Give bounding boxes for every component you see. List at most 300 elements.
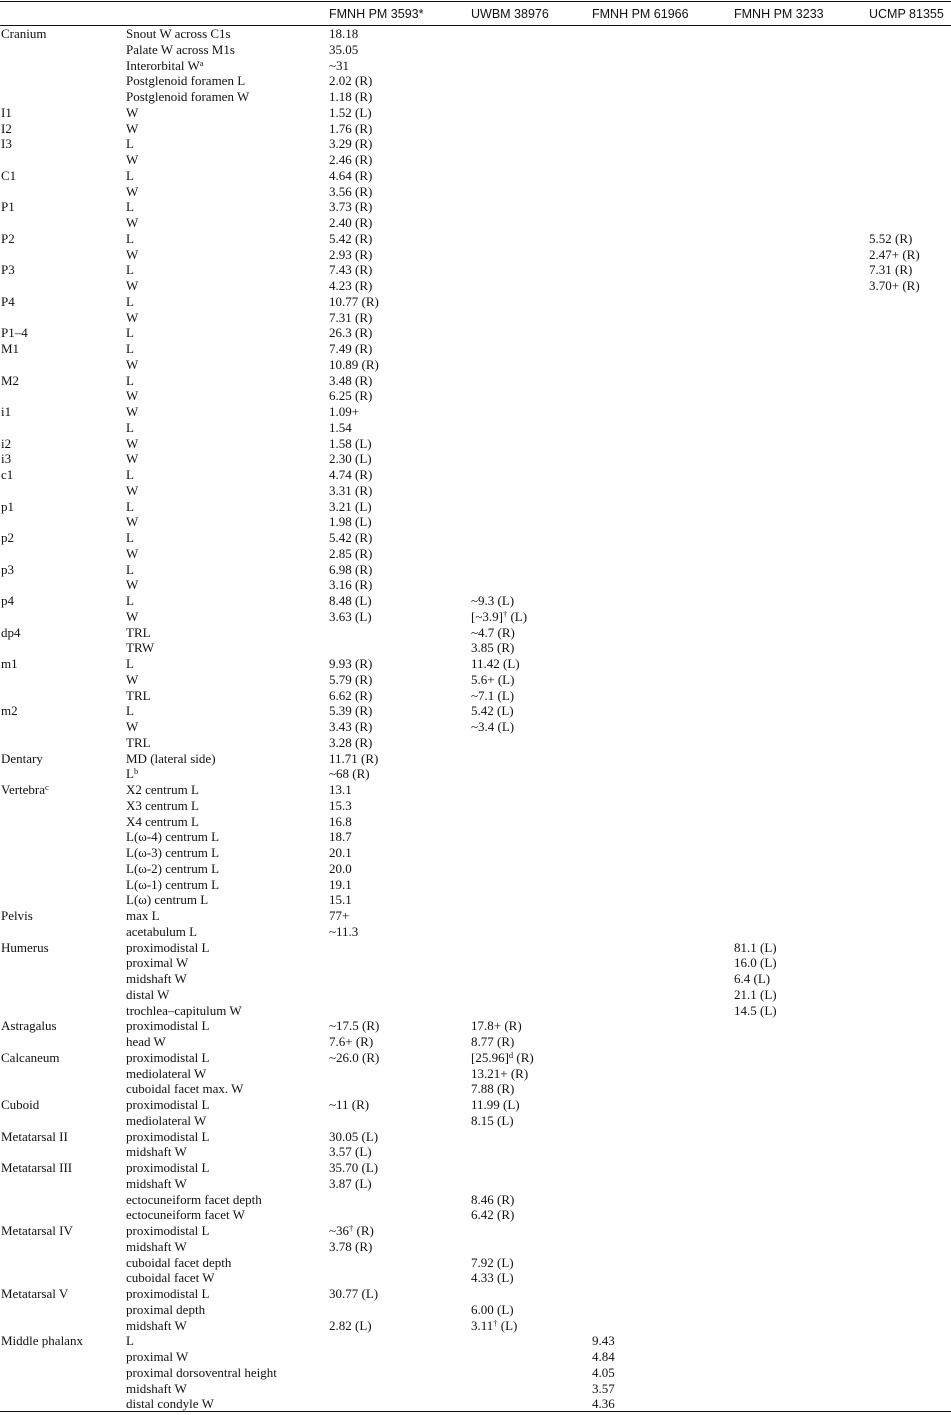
- table-row: [0, 609, 951, 625]
- measurement-cell: [126, 829, 219, 845]
- cell-text: 4.05: [592, 1364, 615, 1380]
- cell-text: 3.73 (R): [329, 199, 373, 215]
- element-cell: [1, 908, 33, 924]
- table-row: [0, 751, 951, 767]
- measurement-cell: [126, 593, 134, 609]
- value-cell: [329, 1286, 378, 1302]
- cell-text: Interorbital W: [126, 57, 200, 73]
- cell-text: X3 centrum L: [126, 797, 199, 813]
- cell-text: 11.42 (L): [471, 656, 520, 671]
- value-cell: [471, 1050, 534, 1066]
- measurement-cell: [126, 1349, 188, 1365]
- measurement-cell: [126, 136, 134, 152]
- cell-text: 3.63 (L): [329, 608, 372, 624]
- footnote-marker: a: [199, 57, 204, 68]
- table-row: [0, 420, 951, 436]
- cell-text: (R): [353, 1223, 374, 1238]
- table-row: [0, 1176, 951, 1192]
- cell-text: midshaft W: [126, 1317, 187, 1333]
- column-header-specimen: FMNH PM 61966: [592, 7, 689, 21]
- element-cell: [1, 199, 15, 215]
- measurement-cell: [126, 987, 169, 1003]
- table-row: [0, 845, 951, 861]
- element-cell: [1, 105, 12, 121]
- element-cell: [1, 1097, 39, 1113]
- table-row: [0, 971, 951, 987]
- table-row: [0, 184, 951, 200]
- measurement-cell: [126, 388, 138, 404]
- cell-text: W: [126, 183, 139, 199]
- element-cell: [1, 1050, 59, 1066]
- table-row: [0, 1223, 951, 1239]
- measurement-cell: [126, 1396, 214, 1412]
- value-cell: [869, 231, 912, 247]
- cell-text: 1.98 (L): [329, 514, 372, 530]
- value-cell: [471, 719, 514, 735]
- table-row: [0, 514, 951, 530]
- value-cell: [329, 1034, 373, 1050]
- cell-text: ectocuneiform facet depth: [126, 1191, 262, 1207]
- cell-text: ~68 (R): [329, 766, 370, 782]
- column-header-specimen: UWBM 38976: [471, 7, 549, 21]
- value-cell: [329, 1176, 372, 1192]
- measurement-cell: [126, 404, 138, 420]
- cell-text: 3.78 (R): [329, 1238, 373, 1254]
- measurement-cell: [126, 1066, 206, 1082]
- cell-text: proximal dorsoventral height: [126, 1364, 277, 1380]
- table-row: [0, 1144, 951, 1160]
- cell-text: 6.62 (R): [329, 687, 373, 703]
- cell-text: proximal W: [126, 1349, 189, 1364]
- measurement-cell: [126, 1333, 134, 1349]
- measurement-cell: [126, 1097, 209, 1113]
- footnote-marker: d: [508, 1049, 514, 1060]
- cell-text: ~3.4 (L): [471, 719, 515, 734]
- table-row: [0, 262, 951, 278]
- measurement-cell: [126, 168, 134, 184]
- table-row: [0, 499, 951, 515]
- measurement-cell: [126, 1239, 187, 1255]
- cell-text: 3.28 (R): [329, 734, 373, 750]
- footnote-marker: †: [349, 1223, 354, 1233]
- table-row: [0, 483, 951, 499]
- measurement-cell: [126, 1318, 187, 1334]
- measurement-cell: [126, 640, 154, 656]
- cell-text: 30.77 (L): [329, 1286, 379, 1301]
- table-row: [0, 656, 951, 672]
- cell-text: I1: [1, 104, 12, 120]
- cell-text: P4: [1, 293, 15, 309]
- value-cell: [471, 1066, 528, 1082]
- measurement-cell: [126, 1129, 209, 1145]
- cell-text: W: [126, 404, 139, 419]
- measurement-cell: [126, 955, 188, 971]
- cell-text: W: [126, 388, 139, 404]
- cell-text: L: [126, 656, 134, 671]
- cell-text: 10.89 (R): [329, 356, 379, 372]
- value-cell: [471, 1097, 520, 1113]
- cell-text: 5.39 (R): [329, 703, 373, 719]
- cell-text: Dentary: [1, 750, 43, 766]
- value-cell: [329, 73, 372, 89]
- cell-text: L: [126, 230, 134, 246]
- cell-text: 3.57: [592, 1380, 615, 1396]
- cell-text: proximodistal L: [126, 1128, 210, 1144]
- measurement-cell: [126, 262, 134, 278]
- cell-text: i2: [1, 435, 12, 451]
- cell-text: ~11.3: [329, 923, 359, 939]
- cell-text: proximodistal L: [126, 1223, 210, 1238]
- cell-text: L: [126, 419, 134, 435]
- cell-text: distal W: [126, 986, 170, 1002]
- table-row: [0, 530, 951, 546]
- cell-text: 1.52 (L): [329, 104, 372, 120]
- element-cell: [1, 782, 49, 798]
- table-row: [0, 1050, 951, 1066]
- measurement-cell: [126, 798, 199, 814]
- measurement-cell: [126, 1381, 187, 1397]
- table-row: [0, 798, 951, 814]
- cell-text: Snout W across C1s: [126, 26, 231, 41]
- value-cell: [471, 1034, 514, 1050]
- value-cell: [329, 373, 372, 389]
- cell-text: proximodistal L: [126, 939, 210, 955]
- cell-text: head W: [126, 1034, 166, 1049]
- value-cell: [329, 672, 372, 688]
- cell-text: L(ω-4) centrum L: [126, 829, 220, 845]
- cell-text: TRW: [126, 640, 155, 656]
- cell-text: L: [126, 262, 134, 278]
- cell-text: L: [126, 703, 134, 719]
- cell-text: 30.05 (L): [329, 1128, 379, 1144]
- table-row: [0, 199, 951, 215]
- cell-text: 3.87 (L): [329, 1175, 372, 1191]
- measurement-cell: [126, 625, 151, 641]
- value-cell: [329, 420, 352, 436]
- value-cell: [329, 766, 370, 782]
- element-cell: [1, 436, 11, 452]
- element-cell: [1, 940, 49, 956]
- table-row: [0, 577, 951, 593]
- cell-text: 13.21+ (R): [471, 1065, 529, 1081]
- measurement-table-body: [0, 26, 951, 1412]
- cell-text: i1: [1, 404, 12, 419]
- table-row: [0, 719, 951, 735]
- cell-text: 4.84: [592, 1349, 615, 1364]
- cell-text: 35.70 (L): [329, 1160, 379, 1175]
- value-cell: [329, 467, 372, 483]
- cell-text: 5.79 (R): [329, 671, 373, 687]
- cell-text: L: [126, 293, 134, 309]
- element-cell: [1, 325, 28, 341]
- cell-text: 8.48 (L): [329, 593, 372, 608]
- cell-text: 26.3 (R): [329, 325, 373, 341]
- measurement-cell: [126, 1113, 206, 1129]
- table-row: [0, 1255, 951, 1271]
- value-cell: [329, 735, 372, 751]
- value-cell: [329, 1144, 372, 1160]
- cell-text: W: [126, 278, 139, 293]
- table-row: [0, 310, 951, 326]
- cell-text: 3.56 (R): [329, 183, 373, 199]
- cell-text: 3.11: [471, 1317, 494, 1333]
- value-cell: [329, 1160, 378, 1176]
- table-row: [0, 1129, 951, 1145]
- value-cell: [592, 1381, 615, 1397]
- cell-text: proximal depth: [126, 1301, 206, 1317]
- cell-text: 20.0: [329, 860, 352, 876]
- value-cell: [329, 562, 372, 578]
- measurement-cell: [126, 609, 138, 625]
- measurement-cell: [126, 1207, 245, 1223]
- value-cell: [734, 987, 777, 1003]
- value-cell: [329, 861, 352, 877]
- cell-text: W: [126, 608, 139, 624]
- cell-text: 1.18 (R): [329, 89, 373, 104]
- cell-text: 2.82 (L): [329, 1317, 372, 1333]
- value-cell: [471, 1192, 514, 1208]
- table-bottom-rule: [0, 1411, 951, 1412]
- measurement-cell: [126, 1018, 209, 1034]
- measurement-cell: [126, 546, 138, 562]
- table-row: [0, 987, 951, 1003]
- element-cell: [1, 168, 16, 184]
- table-row: [0, 546, 951, 562]
- element-cell: [1, 1018, 57, 1034]
- cell-text: Palate W across M1s: [126, 41, 235, 57]
- table-row: [0, 294, 951, 310]
- measurement-cell: [126, 373, 134, 389]
- cell-text: 21.1 (L): [734, 986, 777, 1002]
- table-row: [0, 640, 951, 656]
- cell-text: TRL: [126, 624, 151, 640]
- table-row: [0, 436, 951, 452]
- cell-text: W: [126, 671, 139, 687]
- cell-text: L(ω) centrum L: [126, 892, 209, 908]
- cell-text: MD (lateral side): [126, 750, 216, 766]
- cell-text: TRL: [126, 734, 151, 750]
- table-row: [0, 247, 951, 263]
- measurement-cell: [126, 341, 134, 357]
- table-row: [0, 1192, 951, 1208]
- table-row: [0, 215, 951, 231]
- cell-text: proximodistal L: [126, 1097, 210, 1112]
- cell-text: W: [126, 545, 139, 561]
- element-cell: [1, 467, 13, 483]
- table-row: [0, 703, 951, 719]
- cell-text: Vertebra: [1, 782, 46, 797]
- cell-text: [~3.9]: [471, 608, 503, 624]
- measurement-cell: [126, 530, 134, 546]
- cell-text: 6.42 (R): [471, 1207, 515, 1223]
- cell-text: W: [126, 309, 139, 325]
- table-row: [0, 1003, 951, 1019]
- value-cell: [869, 247, 920, 263]
- cell-text: 4.64 (R): [329, 167, 373, 183]
- value-cell: [329, 42, 358, 58]
- value-cell: [471, 688, 514, 704]
- measurement-cell: [126, 562, 134, 578]
- cell-text: acetabulum L: [126, 923, 198, 939]
- cell-text: 5.6+ (L): [471, 671, 515, 687]
- measurement-cell: [126, 184, 138, 200]
- cell-text: 81.1 (L): [734, 939, 777, 955]
- measurement-cell: [126, 499, 134, 515]
- footnote-marker: b: [133, 766, 139, 777]
- value-cell: [734, 940, 777, 956]
- measurement-cell: [126, 310, 138, 326]
- value-cell: [329, 1129, 378, 1145]
- table-row: [0, 955, 951, 971]
- cell-text: 4.33 (L): [471, 1270, 514, 1286]
- cell-text: L: [126, 167, 134, 183]
- value-cell: [329, 1318, 372, 1334]
- value-cell: [592, 1396, 615, 1412]
- table-row: [0, 388, 951, 404]
- table-row: [0, 341, 951, 357]
- cell-text: I3: [1, 136, 12, 152]
- cell-text: Metatarsal V: [1, 1286, 69, 1301]
- cell-text: (R): [513, 1049, 534, 1065]
- cell-text: ~26.0 (R): [329, 1049, 380, 1065]
- value-cell: [471, 703, 514, 719]
- measurement-cell: [126, 514, 138, 530]
- table-row: [0, 593, 951, 609]
- value-cell: [869, 262, 912, 278]
- measurement-cell: [126, 735, 151, 751]
- table-row: [0, 782, 951, 798]
- measurement-cell: [126, 940, 209, 956]
- cell-text: p1: [1, 498, 14, 514]
- value-cell: [734, 1003, 777, 1019]
- measurement-cell: [126, 215, 138, 231]
- cell-text: Postglenoid foramen W: [126, 89, 250, 104]
- cell-text: proximodistal L: [126, 1160, 210, 1175]
- table-row: [0, 136, 951, 152]
- cell-text: Metatarsal III: [1, 1160, 73, 1175]
- cell-text: L: [126, 766, 134, 782]
- cell-text: 6.98 (R): [329, 561, 373, 577]
- cell-text: cuboidal facet depth: [126, 1254, 232, 1270]
- cell-text: 1.58 (L): [329, 435, 372, 451]
- measurement-cell: [126, 357, 138, 373]
- element-cell: [1, 499, 14, 515]
- table-row: [0, 1018, 951, 1034]
- measurement-cell: [126, 971, 187, 987]
- value-cell: [329, 908, 349, 924]
- element-cell: [1, 593, 14, 609]
- element-cell: [1, 625, 21, 641]
- cell-text: Cranium: [1, 26, 47, 41]
- cell-text: 2.40 (R): [329, 215, 373, 230]
- value-cell: [471, 1302, 514, 1318]
- table-row: [0, 672, 951, 688]
- table-row: [0, 1160, 951, 1176]
- measurement-cell: [126, 924, 197, 940]
- table-row: [0, 1081, 951, 1097]
- cell-text: 1.76 (R): [329, 120, 373, 136]
- table-row: [0, 1066, 951, 1082]
- value-cell: [592, 1333, 615, 1349]
- cell-text: Calcaneum: [1, 1049, 60, 1065]
- table-row: [0, 1270, 951, 1286]
- cell-text: 7.49 (R): [329, 341, 373, 356]
- cell-text: (L): [497, 1317, 518, 1333]
- cell-text: P1–4: [1, 325, 28, 341]
- value-cell: [329, 688, 372, 704]
- cell-text: 13.1: [329, 782, 352, 797]
- value-cell: [329, 451, 372, 467]
- cell-text: 5.42 (L): [471, 703, 514, 719]
- cell-text: 20.1: [329, 845, 352, 860]
- cell-text: L: [126, 372, 134, 388]
- cell-text: [25.96]: [471, 1049, 509, 1065]
- footnote-marker: †: [502, 608, 508, 619]
- cell-text: 5.42 (R): [329, 230, 373, 246]
- measurement-cell: [126, 1223, 209, 1239]
- table-row: [0, 1396, 951, 1412]
- value-cell: [329, 247, 372, 263]
- table-row: [0, 357, 951, 373]
- cell-text: 5.42 (R): [329, 530, 373, 545]
- measurement-cell: [126, 861, 219, 877]
- cell-text: X4 centrum L: [126, 813, 199, 829]
- cell-text: 3.21 (L): [329, 498, 372, 514]
- element-cell: [1, 1223, 73, 1239]
- cell-text: L: [126, 199, 134, 215]
- value-cell: [329, 877, 352, 893]
- cell-text: 18.7: [329, 829, 352, 845]
- cell-text: ~31: [329, 57, 350, 73]
- cell-text: midshaft W: [126, 971, 187, 986]
- measurement-cell: [126, 766, 138, 782]
- cell-text: M1: [1, 341, 20, 356]
- element-cell: [1, 1286, 68, 1302]
- cell-text: ~36: [329, 1223, 350, 1238]
- cell-text: P2: [1, 230, 15, 246]
- element-cell: [1, 1129, 68, 1145]
- measurement-cell: [126, 1286, 209, 1302]
- measurement-cell: [126, 577, 138, 593]
- measurement-cell: [126, 121, 138, 137]
- table-row: [0, 562, 951, 578]
- table-row: [0, 1318, 951, 1334]
- cell-text: L: [126, 341, 134, 356]
- cell-text: C1: [1, 167, 17, 183]
- value-cell: [329, 703, 372, 719]
- cell-text: L: [126, 530, 134, 545]
- value-cell: [329, 136, 372, 152]
- cell-text: W: [126, 104, 139, 120]
- value-cell: [329, 530, 372, 546]
- measurement-cell: [126, 1176, 187, 1192]
- table-row: [0, 168, 951, 184]
- value-cell: [329, 593, 372, 609]
- measurement-cell: [126, 42, 235, 58]
- element-cell: [1, 656, 18, 672]
- value-cell: [471, 1255, 514, 1271]
- cell-text: 4.36: [592, 1396, 615, 1412]
- cell-text: 2.85 (R): [329, 545, 373, 561]
- measurement-cell: [126, 1034, 166, 1050]
- value-cell: [329, 184, 372, 200]
- table-row: [0, 861, 951, 877]
- cell-text: m1: [1, 656, 18, 671]
- cell-text: 7.31 (R): [329, 309, 373, 325]
- cell-text: 6.25 (R): [329, 388, 373, 404]
- cell-text: 14.5 (L): [734, 1002, 777, 1018]
- measurement-cell: [126, 420, 134, 436]
